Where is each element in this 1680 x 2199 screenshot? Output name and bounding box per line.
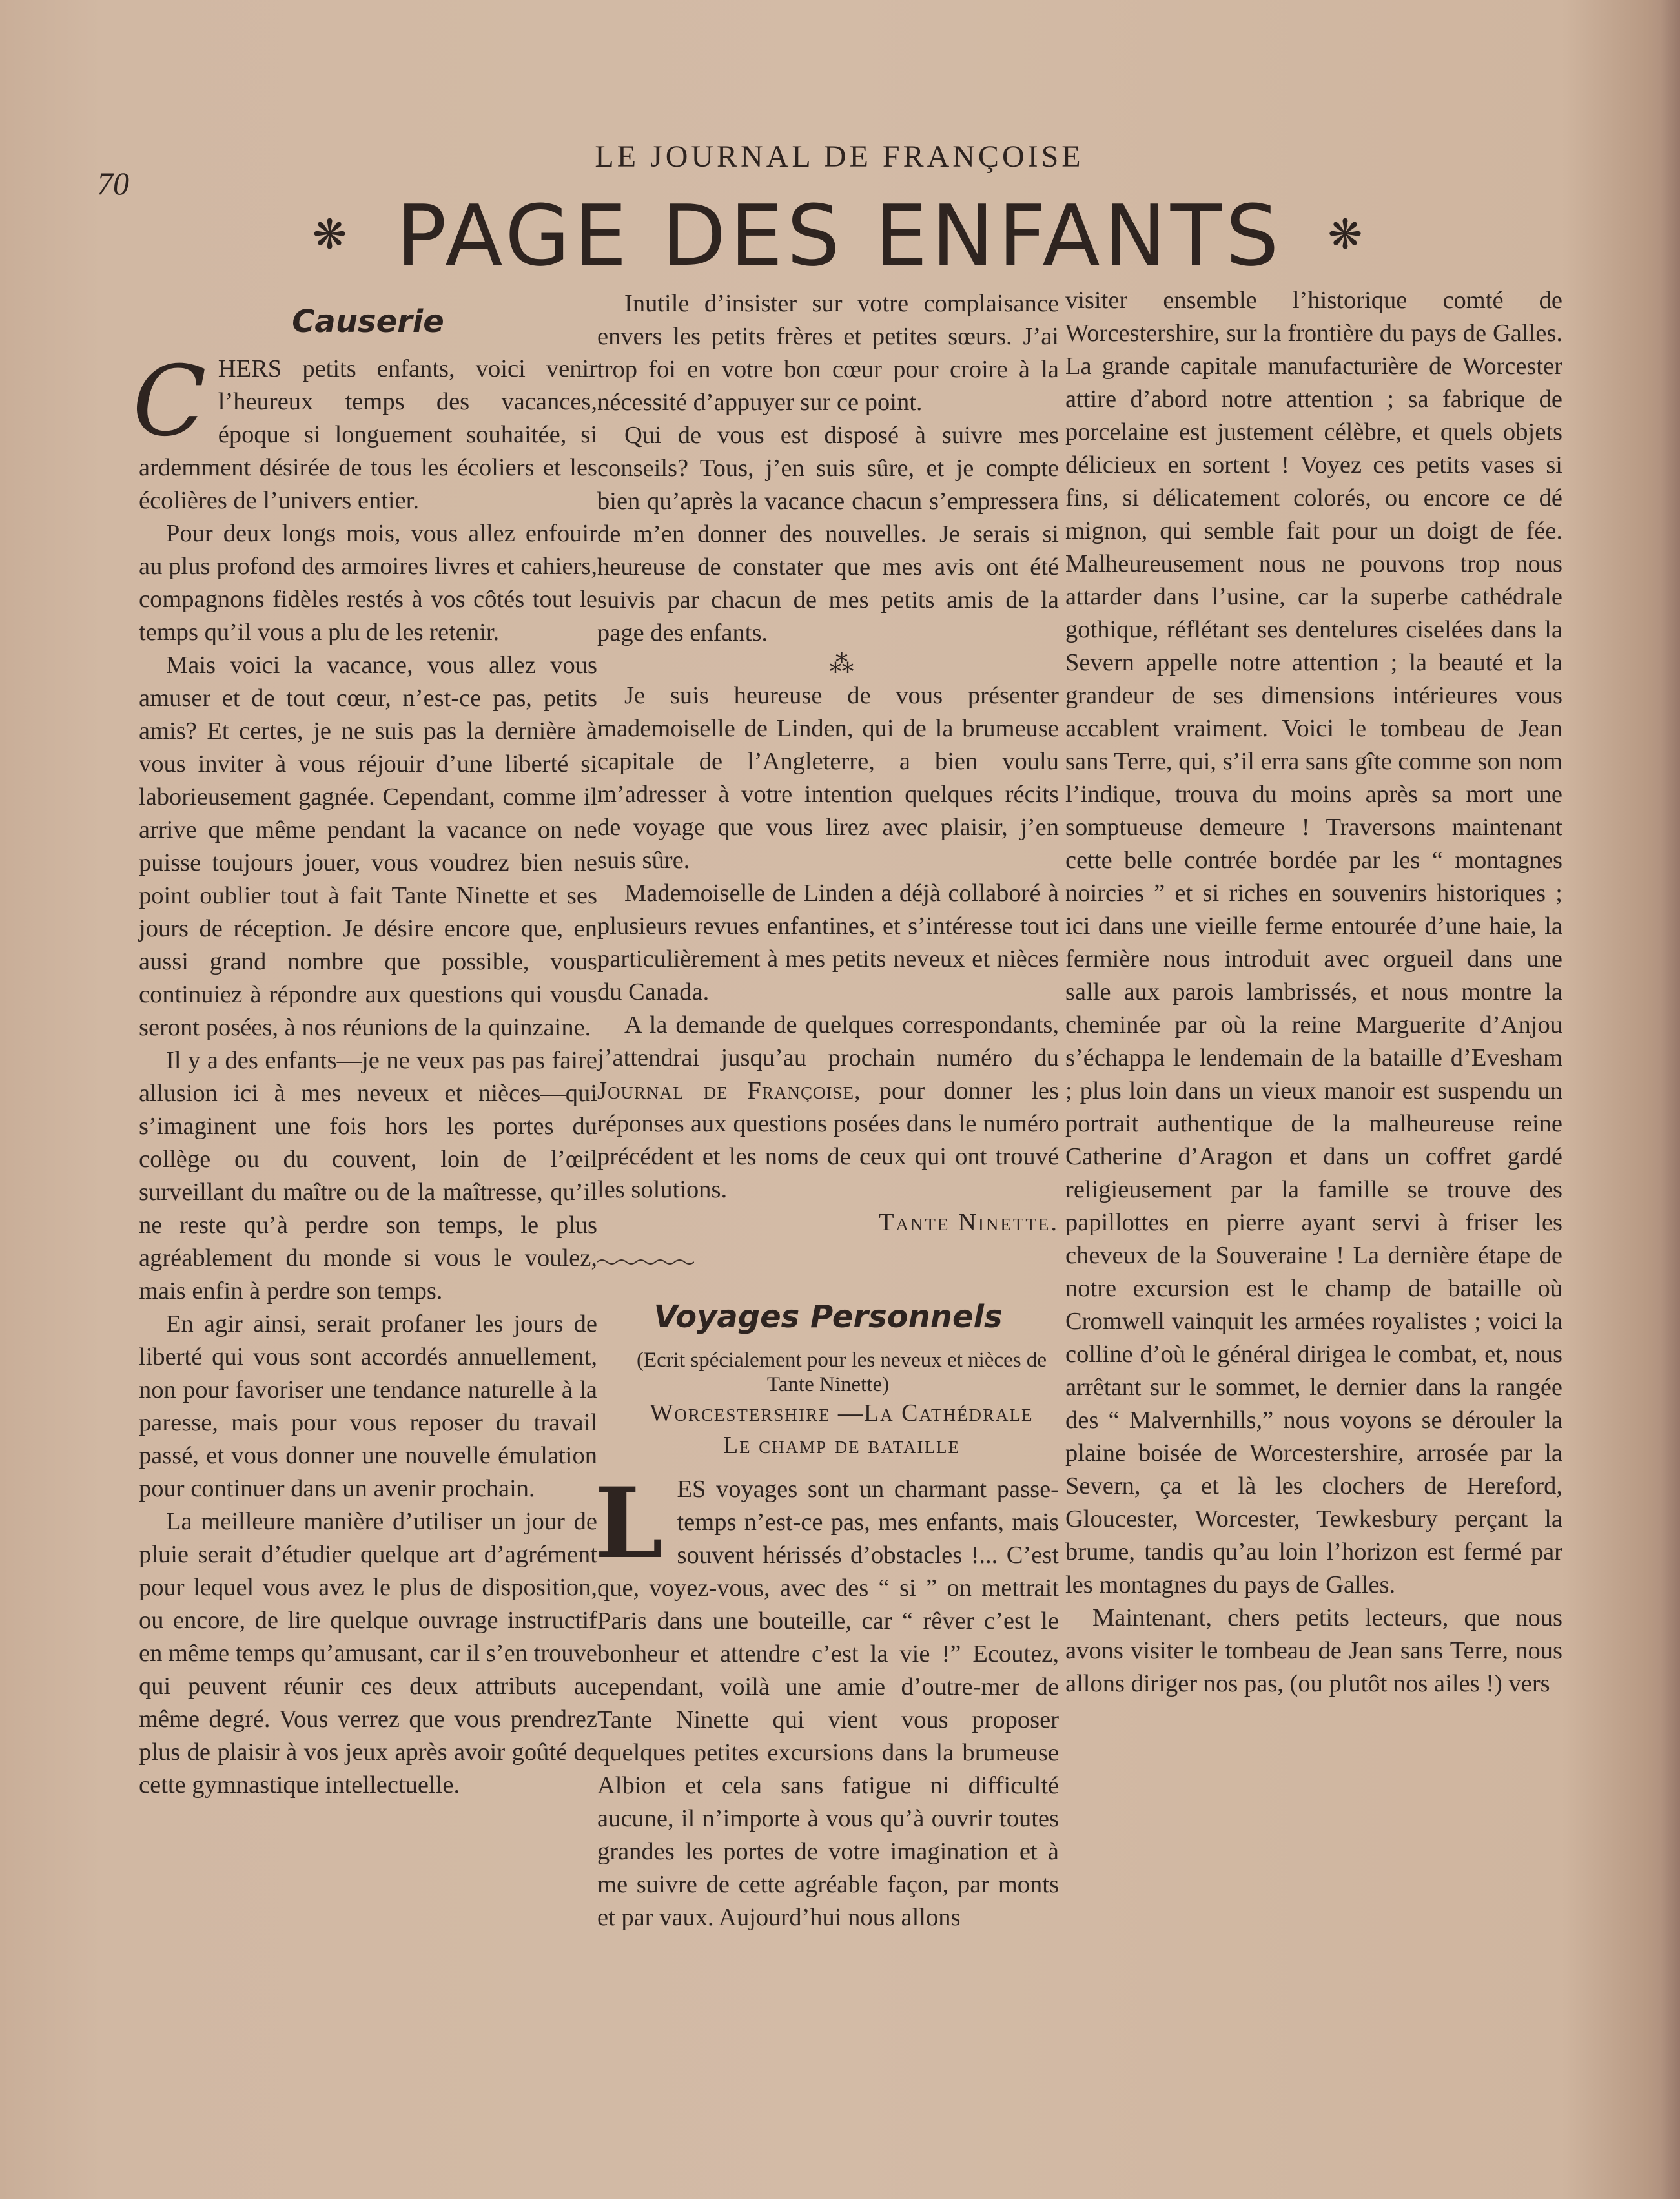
- causerie-paragraph-8: Qui de vous est disposé à suivre mes conseils? Tous, j’en suis sûre, et je compte bien qu’après la vacance chacun s’empressera de m’en donner des nouvelles. Je serais si heureuse de constater que mes avis ont été suivis par chacun de mes petits amis de la page des enfants.: [597, 422, 1059, 646]
- column-1: [132, 284, 597, 1802]
- column-3: [1065, 284, 1562, 1700]
- voyages-paragraph-1-part-b: [1065, 284, 1562, 1602]
- causerie-paragraph-4: Il y a des enfants—je ne veux pas pas faire allusion ici à mes neveux et nièces—qui s’imaginent une fois hors les portes du collège ou du couvent, loin de l’œil surveillant du maître ou de la maîtresse, qu’il ne reste qu’à perdre son temps, le plus agréablement du monde si vous le voulez, mais enfin à perdre son temps.: [139, 1047, 597, 1305]
- voyages-note: (Ecrit spécialement pour les neveux et nièces de Tante Ninette): [637, 1348, 1047, 1396]
- causerie-paragraph-6: La meilleure manière d’utiliser un jour de pluie serait d’étudier quelque art d’agrément pour lequel vous avez le plus de disposition, ou encore, de lire quelque ouvrage instructif en même temps qu’amusant, car il s’en trouve qui peuvent réunir ces deux attributs au même degré. Vous verrez que vous prendrez plus de plaisir à vos jeux après avoir goûté de cette gymnastique intellectuelle.: [139, 1508, 597, 1799]
- voyages-heading: Voyages Personnels: [653, 1299, 1003, 1335]
- signature: Tante Ninette.: [878, 1209, 1059, 1236]
- voyages-location-2: Le champ de bataille: [722, 1432, 961, 1459]
- paragraph-11-start: A la demande de quelques correspondants, j’attendrai jusqu’au prochain numéro du: [597, 1011, 1059, 1071]
- journal-name: Journal de Françoise: [597, 1077, 854, 1104]
- asterism-divider: ⁂: [829, 651, 854, 678]
- causerie-paragraph-3: Mais voici la vacance, vous allez vous amuser et de tout cœur, n’est-ce pas, petits amis? Et certes, je ne suis pas la dernière à vous inviter à vous réjouir d’une liberté si laborieusement gagnée. Cependant, comme il arrive que même pendant la vacance on ne puisse toujours jouer, vous voudrez bien ne point oublier tout à fait Tante Ninette et ses jours de réception. Je désire encore que, en aussi grand nombre que possible, vous continuiez à répondre aux questions qui vous seront posées, à nos réunions de la quinzaine.: [139, 652, 597, 1041]
- page-title: [213, 187, 1466, 290]
- running-title: LE JOURNAL DE FRANÇOISE: [595, 139, 1084, 174]
- causerie-paragraph-1-text: HERS petits enfants, voici venir l’heureux temps des vacances, époque si longuement souhaitée, si ardemment désirée de tous les écoliers et les écolières de l’univers entier.: [139, 355, 597, 514]
- voyages-dropcap: L: [595, 1467, 663, 1580]
- causerie-heading: Causerie: [292, 304, 444, 340]
- causerie-paragraph-10: Mademoiselle de Linden a déjà collaboré à plusieurs revues enfantines, et s’intéresse tout particulièrement à mes petits neveux et nièces du Canada.: [597, 880, 1059, 1006]
- voyages-paragraph-1-text-a: ES voyages sont un charmant passe-temps n’est-ce pas, mes enfants, mais souvent hérissés d’obstacles !... C’est que, voyez-vous, avec des “ si ” on mettrait Paris dans une bouteille, car “ rêver c’est le bonheur et attendre c’est la vie !” Ecoutez, cependant, voilà une amie d’outre-mer de Tante Ninette qui vient vous proposer quelques petites excursions dans la brumeuse Albion et cela sans fatigue ni difficulté aucune, il n’importe à vous qu’à ouvrir toutes grandes les portes de votre imagination et à me suivre de cette agréable façon, par monts et par vaux. Aujourd’hui nous allons: [597, 1476, 1059, 1931]
- causerie-paragraph-9: Je suis heureuse de vous présenter mademoiselle de Linden, qui de la brumeuse capitale de l’Angleterre, a bien voulu m’adresser à votre intention quelques récits de voyage que vous lirez avec plaisir, j’en suis sûre.: [597, 682, 1059, 874]
- column-2: [597, 287, 1059, 1934]
- causerie-paragraph-5: En agir ainsi, serait profaner les jours de liberté qui vous sont accordés annuellement, non pour favoriser une tendance naturelle à la paresse, mais pour vous reposer du travail passé, et vous donner une nouvelle émulation pour continuer dans un avenir prochain.: [139, 1310, 597, 1502]
- causerie-paragraph-2: Pour deux longs mois, vous allez enfouir au plus profond des armoires livres et cahiers, compagnons fidèles restés à vos côtés tout le temps qu’il vous a plu de les retenir.: [139, 520, 597, 646]
- paragraph-11-end: , pour donner les réponses aux questions posées dans le numéro précédent et les noms de ceux qui ont trouvé les solutions.: [597, 1077, 1059, 1203]
- causerie-paragraph-1: [132, 346, 597, 517]
- page-title-text: PAGE DES ENFANTS: [396, 187, 1283, 285]
- page-number: 70: [97, 165, 129, 201]
- causerie-paragraph-7: Inutile d’insister sur votre complaisance envers les petits frères et petites sœurs. J’ai trop foi en votre bon cœur pour croire à la nécessité d’appuyer sur ce point.: [597, 290, 1059, 416]
- voyages-paragraph-1-text-b: visiter ensemble l’historique comté de Worcestershire, sur la frontière du pays de Galles. La grande capitale manufacturière de Worcester attire d’abord notre attention ; sa fabrique de porcelaine est justement célèbre, et quels objets délicieux en sortent ! Voyez ces petits vases si fins, si délicatement colorés, ou encore ce dé mignon, qui semble fait pour un doigt de fée. Malheureusement nous ne pouvons trop nous attarder dans l’usine, car la superbe cathédrale gothique, réflétant ses dentelures ciselées dans la Severn appelle notre attention ; la beauté et la grandeur de ses dimensions intérieures vous accablent vraiment. Voici le tombeau de Jean sans Terre, qui, s’il erra sans gîte comme son nom l’indique, trouva du moins après sa mort une somptueuse demeure ! Traversons maintenant cette belle contrée bordée par les “ montagnes noircies ” et si riches en souvenirs historiques ; ici dans une vieille ferme entourée d’une haie, la fermière nous introduit avec orgueil dans une salle aux parois lambrissés, et nous montre la cheminée par où la reine Marguerite d’Anjou s’échappa le lendemain de la bataille d’Evesham ; plus loin dans un vieux manoir est suspendu un portrait authentique de la malheureuse reine Catherine d’Aragon et dans un coffret gardé religieusement par la famille se trouve des papillottes en pierre ayant servi à friser les cheveux de la Souveraine ! La dernière étape de notre excursion est le champ de bataille où Cromwell vainquit les armées royalistes ; voici la colline d’où le général dirigea le combat, et, nous arrêtant sur le sommet, le dernier dans la rangée des “ Malvernhills,” nous voyons se dérouler la plaine boisée de Worcestershire, arrosée par la Severn, ça et là les clochers de Hereford, Gloucester, Worcester, Tewkesbury perçant la brume, tandis qu’au loin l’horizon est fermé par les montagnes du pays de Galles.: [1065, 287, 1562, 1598]
- ornament-left-icon: ❋: [312, 211, 351, 260]
- ornament-right-icon: ❋: [1327, 211, 1367, 260]
- causerie-dropcap: C: [132, 346, 207, 458]
- voyages-paragraph-2: Maintenant, chers petits lecteurs, que nous avons visiter le tombeau de Jean sans Terre, nous allons diriger nos pas, (ou plutôt nos ailes !) vers: [1065, 1604, 1562, 1697]
- wavy-divider-icon: [597, 1257, 694, 1266]
- causerie-paragraph-11: [597, 1009, 1059, 1206]
- page-edge-shadow: [1661, 0, 1680, 2199]
- voyages-paragraph-1-part-a: [595, 1467, 1059, 1934]
- voyages-location-1: Worcestershire —La Cathédrale: [650, 1399, 1034, 1427]
